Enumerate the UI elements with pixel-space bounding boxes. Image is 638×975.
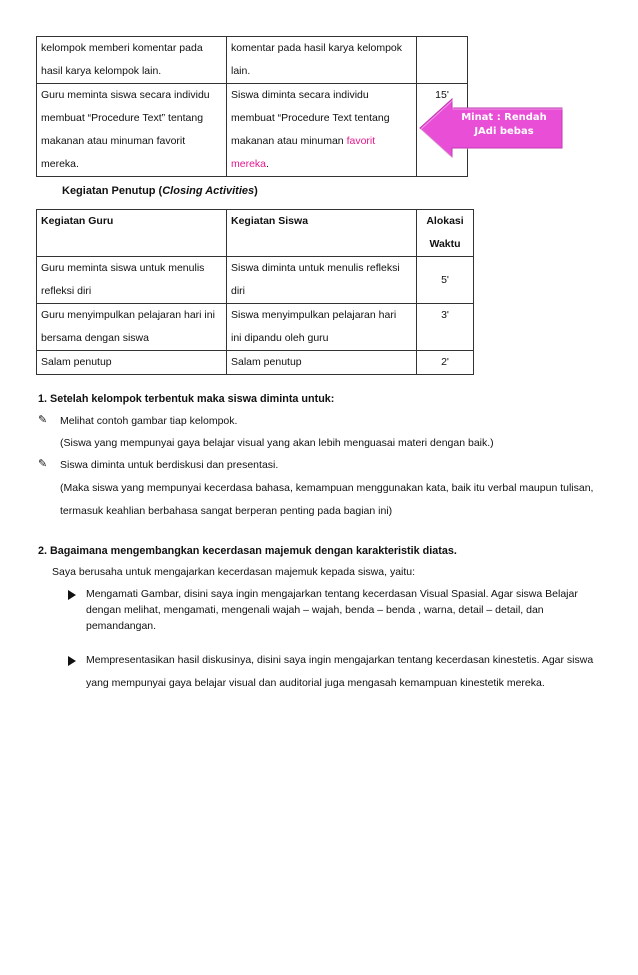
cell-text: makanan atau minuman <box>231 135 347 147</box>
highlight-text: mereka <box>231 158 267 170</box>
cell-text: makanan atau minuman favorit <box>41 135 186 147</box>
cell-text: Salam penutup <box>227 351 417 375</box>
list-item: dengan melihat, mengamati, mengenali wajah – wajah, benda – benda , warna, detail – detail, dan <box>86 604 544 616</box>
cell-text: bersama dengan siswa <box>41 332 149 344</box>
list-item: yang mempunyai gaya belajar visual dan auditorial juga mengasah kemampuan kinestetik mereka. <box>86 677 545 689</box>
cell-text: ini dipandu oleh guru <box>231 332 329 344</box>
list-item: Melihat contoh gambar tiap kelompok. <box>60 415 238 427</box>
section-heading-closing: Kegiatan Penutup (Closing Activities) <box>62 185 258 197</box>
question-1-title: 1. Setelah kelompok terbentuk maka siswa diminta untuk: <box>38 393 335 405</box>
list-item: Siswa diminta untuk berdiskusi dan presentasi. <box>60 459 279 471</box>
callout-line-1: Minat : Rendah <box>461 112 547 123</box>
table-row <box>37 304 474 351</box>
list-item: pemandangan. <box>86 620 157 632</box>
list-item: Mengamati Gambar, disini saya ingin mengajarkan tentang kecerdasan Visual Spasial. Agar siswa Belajar <box>86 588 578 600</box>
cell-text: Siswa menyimpulkan pelajaran hari <box>231 309 397 321</box>
cell-text: Siswa diminta secara individu <box>231 89 369 101</box>
cell-text: Guru meminta siswa untuk menulis <box>41 262 205 274</box>
time-allocation: 15' <box>435 89 449 101</box>
cell-text: kelompok memberi komentar pada <box>41 42 203 54</box>
list-item: Mempresentasikan hasil diskusinya, disini saya ingin mengajarkan tentang kecerdasan kinestetis. Agar siswa <box>86 654 594 666</box>
cell-text: Guru menyimpulkan pelajaran hari ini <box>41 309 215 321</box>
time-allocation: 5' <box>417 257 474 304</box>
cell-text: komentar pada hasil karya kelompok <box>231 42 403 54</box>
cell-text: mereka. <box>41 158 79 170</box>
cell-text: diri <box>231 285 246 297</box>
pen-bullet-icon: ✎ <box>38 414 48 426</box>
list-item-note: termasuk keahlian berbahasa sangat berperan penting pada bagian ini) <box>60 505 393 517</box>
table-row <box>37 84 468 177</box>
activities-table-continued <box>36 36 468 177</box>
cell-text: hasil karya kelompok lain. <box>41 65 162 77</box>
cell-text: membuat “Procedure Text” tentang <box>41 112 204 124</box>
callout-arrow <box>416 95 566 161</box>
arrow-bullet-icon <box>68 656 76 666</box>
cell-text: lain. <box>231 65 251 77</box>
time-allocation: 3' <box>417 304 474 351</box>
question-2-title: 2. Bagaimana mengembangkan kecerdasan majemuk dengan karakteristik diatas. <box>38 545 457 557</box>
cell-text: Siswa diminta untuk menulis refleksi <box>231 262 400 274</box>
table-row <box>37 351 474 375</box>
highlight-text: favorit <box>346 135 376 147</box>
table-header-row <box>37 210 474 257</box>
header-siswa: Kegiatan Siswa <box>227 210 417 257</box>
list-item-note: (Siswa yang mempunyai gaya belajar visual yang akan lebih menguasai materi dengan baik.) <box>60 437 494 449</box>
callout-line-2: JAdi bebas <box>474 126 534 137</box>
cell-text: Salam penutup <box>37 351 227 375</box>
cell-text: refleksi diri <box>41 285 92 297</box>
pen-bullet-icon: ✎ <box>38 458 48 470</box>
header-guru: Kegiatan Guru <box>37 210 227 257</box>
time-allocation: 2' <box>417 351 474 375</box>
arrow-bullet-icon <box>68 590 76 600</box>
header-waktu-1: Alokasi <box>426 215 464 227</box>
table-row <box>37 257 474 304</box>
cell-text: . <box>266 158 269 170</box>
list-item-note: (Maka siswa yang mempunyai kecerdasa bahasa, kemampuan menggunakan kata, baik itu verbal maupun tulisan, <box>60 482 594 494</box>
closing-activities-table <box>36 209 474 375</box>
header-waktu-2: Waktu <box>429 238 461 250</box>
question-2-intro: Saya berusaha untuk mengajarkan kecerdasan majemuk kepada siswa, yaitu: <box>52 566 416 578</box>
cell-text: Guru meminta siswa secara individu <box>41 89 210 101</box>
cell-text: membuat “Procedure Text tentang <box>231 112 390 124</box>
table-row <box>37 37 468 84</box>
